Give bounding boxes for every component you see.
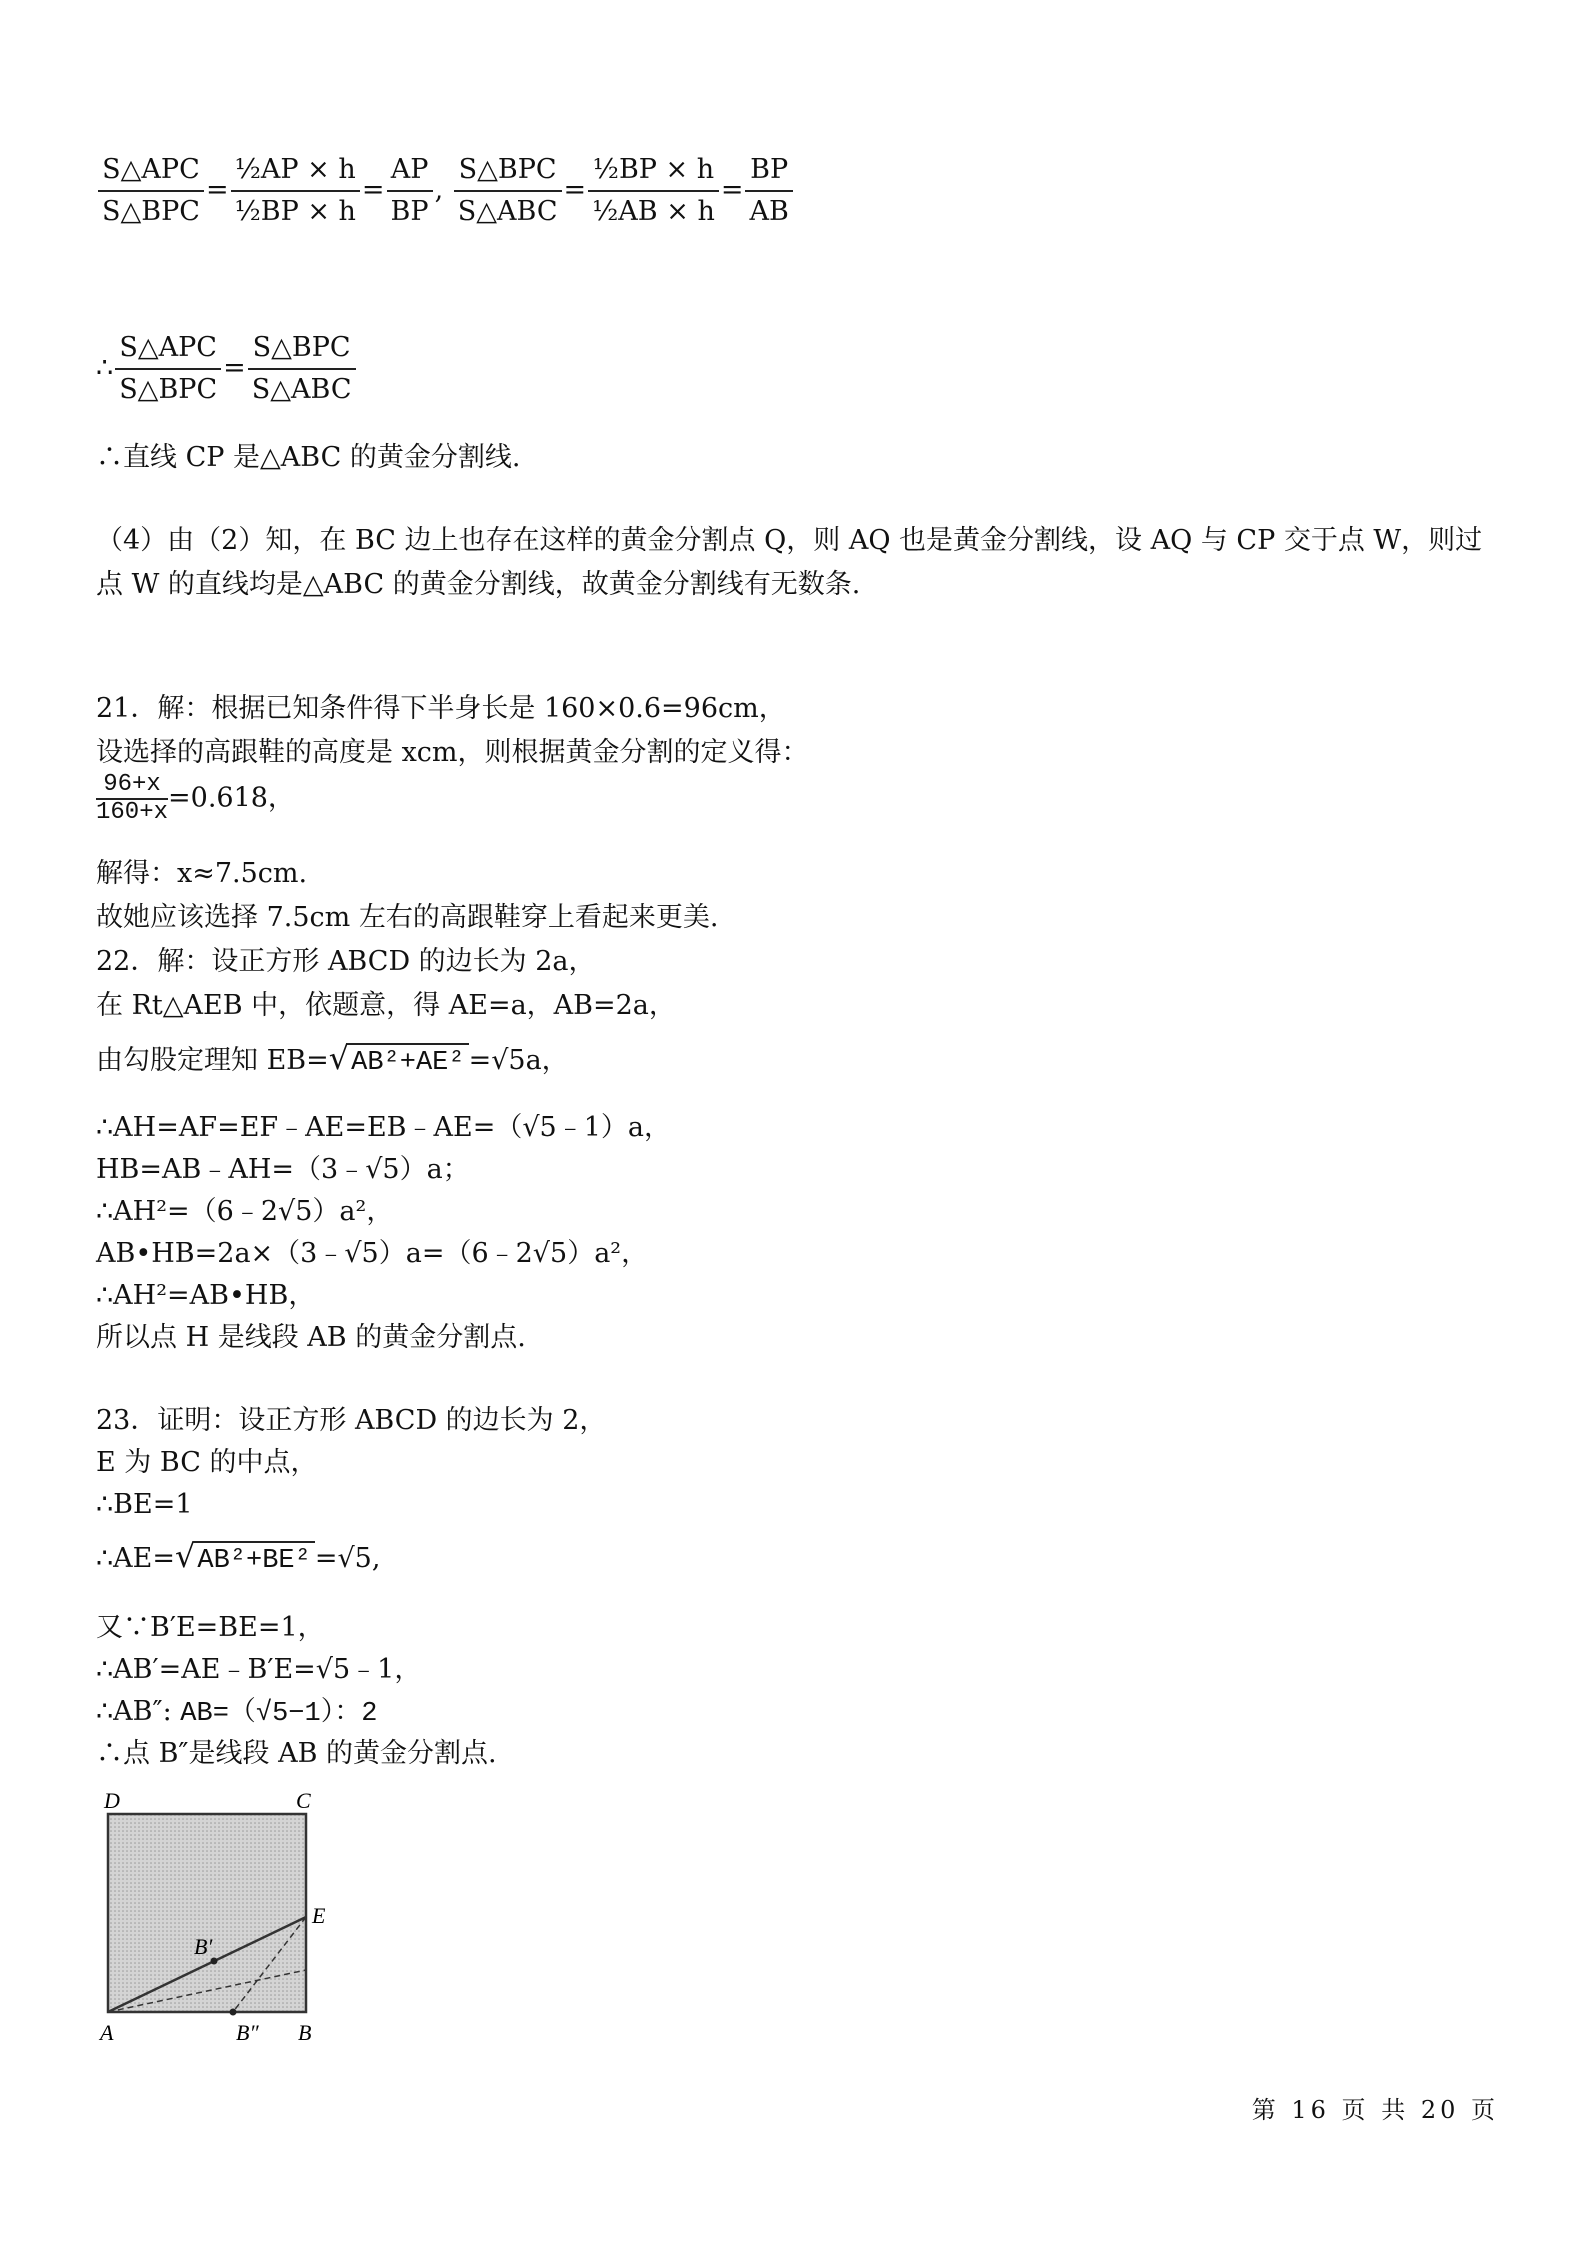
label-a: A <box>100 2020 114 2045</box>
radical-sign: √ <box>175 1537 196 1575</box>
q23-line6: ∴AB′=AE﹣B′E=√5﹣1， <box>96 1654 422 1685</box>
q21-line2: 设选择的高跟鞋的高度是 xcm，则根据黄金分割的定义得： <box>96 737 809 768</box>
therefore-ratio: ∴ $\frac{\text{S△APC}}{\text{S△BPC}}$ = $\frac{\text{S△BPC}}{\text{S△ABC}}$ <box>96 328 358 410</box>
part4-line2: 点 W 的直线均是△ABC 的黄金分割线，故黄金分割线有无数条. <box>96 569 861 600</box>
label-c: C <box>296 1790 311 1813</box>
frac-ap-h-bp-h: $\frac{\text{½AP × h}}{\text{½BP × h}}$ <box>231 150 360 232</box>
q23-line7: ∴AB″: AB=（√5−1）：2 <box>96 1696 378 1729</box>
q23-line5: 又∵B′E=BE=1， <box>96 1612 325 1643</box>
q21-line3: 解得：x≈7.5cm. <box>96 858 308 889</box>
q23-line2: E 为 BC 的中点， <box>96 1447 318 1478</box>
square-diagram <box>90 1790 350 2050</box>
q22-line7: AB•HB=2a×（3﹣√5）a=（6﹣2√5）a²， <box>96 1238 649 1269</box>
q22-line9: 所以点 H 是线段 AB 的黄金分割点. <box>96 1322 526 1353</box>
q22-pythagoras: 由勾股定理知 EB=√AB²+AE² =√5a， <box>96 1040 569 1081</box>
label-e: E <box>312 1903 326 1928</box>
frac-ap-bp: $\frac{AP}{BP}$ <box>387 150 433 232</box>
q21-equation: $\frac{96+x}{160+x}$ =0.618， <box>96 771 295 826</box>
square-abcd <box>108 1814 306 2012</box>
label-b-double-prime: B″ <box>236 2020 259 2045</box>
q23-line3: ∴BE=1 <box>96 1489 193 1520</box>
q22-line2: 在 Rt△AEB 中，依题意，得 AE=a，AB=2a， <box>96 990 676 1021</box>
frac-s-apc-s-bpc: $\frac{\text{S△APC}}{\text{S△BPC}}$ <box>98 150 204 232</box>
label-b: B <box>298 2020 312 2045</box>
label-b-prime: B′ <box>194 1934 213 1959</box>
point-b-double-prime <box>230 2009 237 2016</box>
q22-line1: 22．解：设正方形 ABCD 的边长为 2a， <box>96 946 596 977</box>
page-footer: 第 16 页 共 20 页 <box>1251 2096 1499 2124</box>
frac-96x-160x: $\frac{96+x}{160+x}$ <box>96 771 169 826</box>
q23-ae: ∴AE=√AB²+BE² =√5, <box>96 1538 380 1579</box>
q22-line8: ∴AH²=AB•HB， <box>96 1280 316 1311</box>
q21-line1: 21．解：根据已知条件得下半身长是 160×0.6=96cm， <box>96 693 786 724</box>
radical-sign: √ <box>328 1039 350 1077</box>
frac-ratio-1: $\frac{\text{S△APC}}{\text{S△BPC}}$ <box>115 328 221 410</box>
label-d: D <box>104 1790 120 1813</box>
area-ratio-formula: $\frac{\text{S△APC}}{\text{S△BPC}}$ = $\frac{\text{½AP × h}}{\text{½BP × h}}$ = $\frac{AP}{BP}$ , $\frac{\text{S△BPC}}{\text{S△ABC}}$ = $\frac{\text{½BP × h}}{\text{½AB × h}}$ = $\frac{BP}{AB}$ <box>96 150 795 232</box>
frac-bp-ab: $\frac{BP}{AB}$ <box>745 150 792 232</box>
q23-line1: 23．证明：设正方形 ABCD 的边长为 2， <box>96 1405 607 1436</box>
frac-bp-h-ab-h: $\frac{\text{½BP × h}}{\text{½AB × h}}$ <box>588 150 719 232</box>
q22-line5: HB=AB﹣AH=（3﹣√5）a； <box>96 1154 470 1185</box>
q23-line8: ∴点 B″是线段 AB 的黄金分割点. <box>96 1738 497 1769</box>
cp-conclusion: ∴直线 CP 是△ABC 的黄金分割线. <box>96 442 521 473</box>
q22-line6: ∴AH²=（6﹣2√5）a²， <box>96 1196 394 1227</box>
frac-s-bpc-s-abc: $\frac{\text{S△BPC}}{\text{S△ABC}}$ <box>454 150 562 232</box>
q22-line4: ∴AH=AF=EF﹣AE=EB﹣AE=（√5﹣1）a， <box>96 1112 672 1143</box>
part4-line1: （4）由（2）知，在 BC 边上也存在这样的黄金分割点 Q，则 AQ 也是黄金分割线，设 AQ 与 CP 交于点 W，则过 <box>96 525 1483 556</box>
frac-ratio-2: $\frac{\text{S△BPC}}{\text{S△ABC}}$ <box>248 328 356 410</box>
q21-line4: 故她应该选择 7.5cm 左右的高跟鞋穿上看起来更美. <box>96 902 719 933</box>
